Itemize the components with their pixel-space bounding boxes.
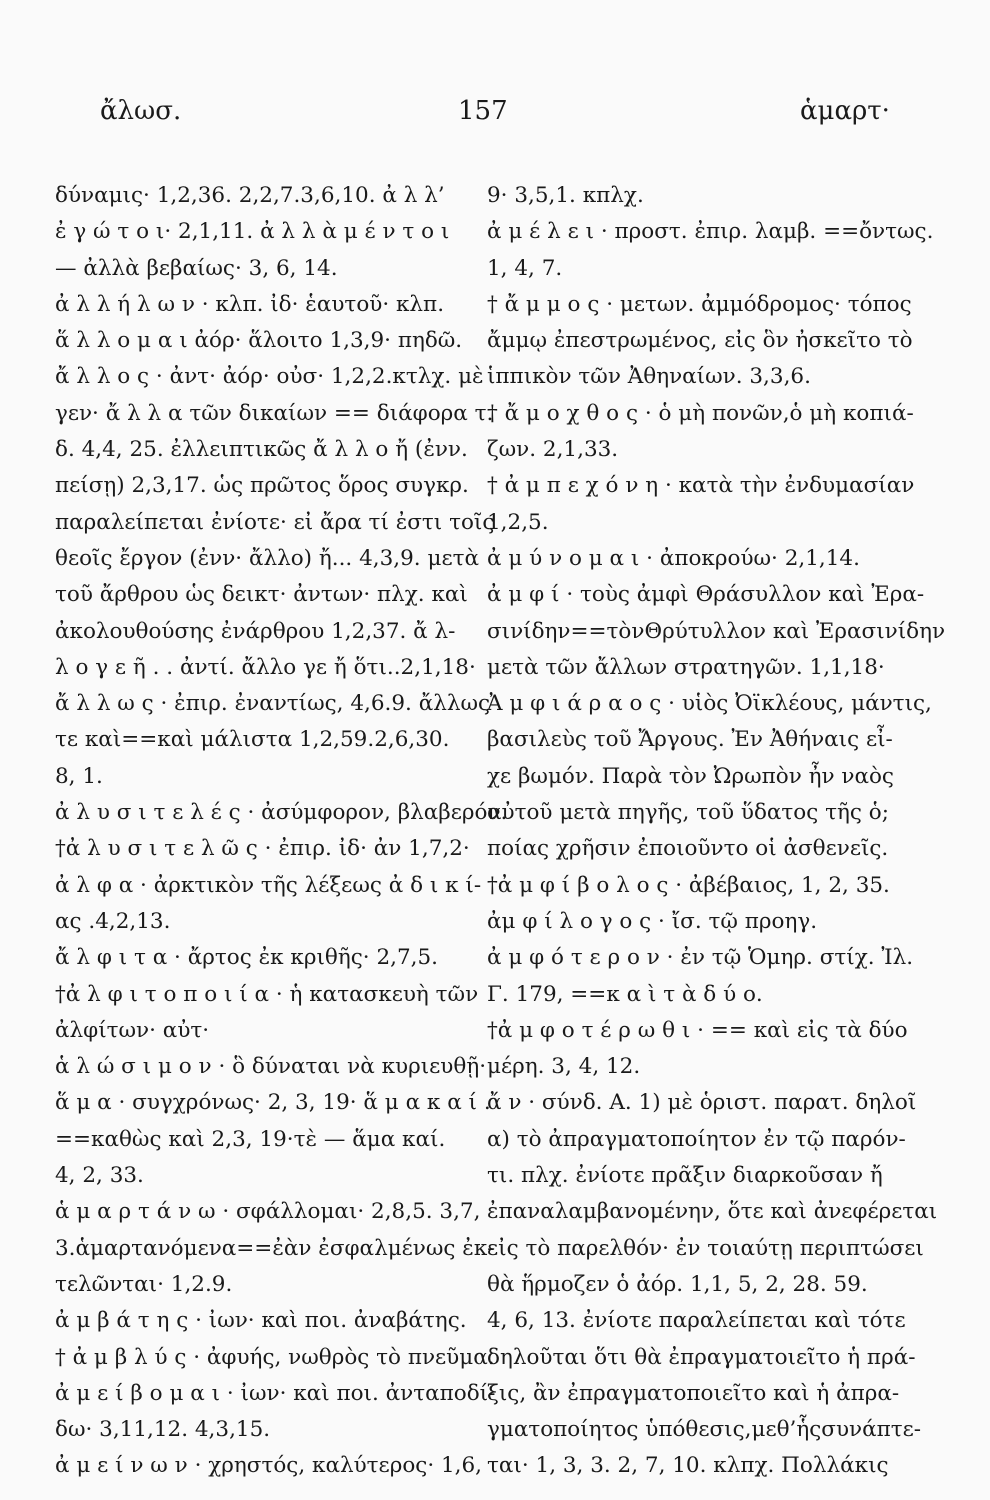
dictionary-line: ἁ λ ώ σ ι μ ο ν · ὃ δύναται νὰ κυριευθῇ· <box>55 1054 487 1080</box>
running-head-right: ἁμαρτ· <box>800 96 890 126</box>
dictionary-line: δω· 3,11,12. 4,3,15. <box>55 1417 271 1443</box>
dictionary-line: †ἀ μ φ ο τ έ ρ ω θ ι · == καὶ εἰς τὰ δύο <box>487 1017 908 1043</box>
dictionary-line: πείσῃ) 2,3,17. ὡς πρῶτος ὅρος συγκρ. <box>55 473 469 499</box>
dictionary-line: ἀ μ ε ί β ο μ α ι · ἰων· καὶ ποι. ἀνταποδί- <box>55 1380 496 1406</box>
dictionary-line: ἅ μ α · συγχρόνως· 2, 3, 19· ἅ μ α κ α ί . <box>55 1090 491 1116</box>
page-number: 157 <box>458 96 508 126</box>
dictionary-line: βασιλεὺς τοῦ Ἄργους. Ἐν Ἀθήναις εἶ- <box>487 727 893 753</box>
dictionary-line: ἄ λ φ ι τ α · ἄρτος ἐκ κριθῆς· 2,7,5. <box>55 945 438 971</box>
dictionary-line: ἐπαναλαμβανομένην, ὅτε καὶ ἀνεφέρεται <box>487 1199 938 1225</box>
dictionary-line: τοῦ ἄρθρου ὡς δεικτ· ἀντων· πλχ. καὶ <box>55 582 468 608</box>
dictionary-line: 4, 6, 13. ἐνίοτε παραλείπεται καὶ τότε <box>487 1308 906 1334</box>
dictionary-line: θὰ ἥρμοζεν ὁ ἀόρ. 1,1, 5, 2, 28. 59. <box>487 1271 868 1297</box>
dictionary-line: 4, 2, 33. <box>55 1163 144 1189</box>
dictionary-line: μέρη. 3, 4, 12. <box>487 1054 641 1080</box>
dictionary-line: † ἀ μ π ε χ ό ν η · κατὰ τὴν ἐνδυμασίαν <box>487 473 915 499</box>
right-column <box>487 178 946 1485</box>
dictionary-line: Ἀ μ φ ι ά ρ α ο ς · υἱὸς Ὀϊκλέους, μάντις, <box>487 691 932 717</box>
dictionary-line: ἀ μ ύ ν ο μ α ι · ἀποκρούω· 2,1,14. <box>487 545 860 571</box>
dictionary-line: ποίας χρῆσιν ἐποιοῦντο οἱ ἀσθενεῖς. <box>487 836 889 862</box>
dictionary-line: α) τὸ ἀπραγματοποίητον ἐν τῷ παρόν- <box>487 1126 906 1152</box>
dictionary-line: ἀ μ έ λ ε ι · προστ. ἐπιρ. λαμβ. ==ὄντως. <box>487 219 934 245</box>
dictionary-line: 3.ἁμαρτανόμενα==ἐὰν ἐσφαλμένως ἐκ- <box>55 1235 495 1261</box>
dictionary-line: 9· 3,5,1. κπλχ. <box>487 183 644 208</box>
dictionary-line: ἀ λ λ ή λ ω ν · κλπ. ἰδ· ἑαυτοῦ· κλπ. <box>55 291 445 317</box>
dictionary-line: ἄ λ λ ο ς · ἀντ· ἀόρ· οὐσ· 1,2,2.κτλχ. μὲ <box>55 364 484 390</box>
dictionary-line: ἀ μ β ά τ η ς · ἰων· καὶ ποι. ἀναβάτης. <box>55 1308 467 1334</box>
dictionary-line: † ἀ μ β λ ύ ς · ἀφυής, νωθρὸς τὸ πνεῦμα. <box>55 1344 495 1370</box>
dictionary-line: †ἀ μ φ ί β ο λ ο ς · ἀβέβαιος, 1, 2, 35. <box>487 872 890 898</box>
dictionary-line: δ. 4,4, 25. ἐλλειπτικῶς ἄ λ λ ο ἤ (ἐνν. <box>55 437 468 463</box>
dictionary-line: λ ο γ ε ῆ . . ἀντί. ἄλλο γε ἤ ὅτι..2,1,18· <box>55 654 476 680</box>
dictionary-line: μετὰ τῶν ἄλλων στρατηγῶν. 1,1,18· <box>487 654 885 680</box>
dictionary-line: ἀ μ φ ό τ ε ρ ο ν · ἐν τῷ Ὁμηρ. στίχ. Ἰλ. <box>487 945 914 971</box>
dictionary-line: ἅ λ λ ο μ α ι ἀόρ· ἅλοιτο 1,3,9· πηδῶ. <box>55 328 463 354</box>
dictionary-line: 1, 4, 7. <box>487 255 563 281</box>
dictionary-line: δύναμις· 1,2,36. 2,2,7.3,6,10. ἀ λ λ’ <box>55 183 445 208</box>
dictionary-line: εἰς τὸ παρελθόν· ἐν τοιαύτῃ περιπτώσει <box>487 1235 924 1261</box>
dictionary-line: τι. πλχ. ἐνίοτε πρᾶξιν διαρκοῦσαν ἤ <box>487 1163 883 1189</box>
dictionary-line: † ἄ μ ο χ θ ο ς · ὁ μὴ πονῶν,ὁ μὴ κοπιά- <box>487 400 914 426</box>
dictionary-line: αὐτοῦ μετὰ πηγῆς, τοῦ ὕδατος τῆς ὁ; <box>487 800 889 826</box>
dictionary-line: ἀ λ υ σ ι τ ε λ έ ς · ἀσύμφορον, βλαβερόν. <box>55 800 508 826</box>
left-column <box>55 178 508 1485</box>
dictionary-line: ται· 1, 3, 3. 2, 7, 10. κλπχ. Πολλάκις <box>487 1453 889 1479</box>
dictionary-line: ἀ μ φ ί · τοὺς ἀμφὶ Θράσυλλον καὶ Ἐρα- <box>487 582 925 608</box>
dictionary-line: ἄ ν · σύνδ. Α. 1) μὲ ὁριστ. παρατ. δηλοῖ <box>487 1090 917 1116</box>
dictionary-line: ἀ μ ε ί ν ω ν · χρηστός, καλύτερος· 1,6, <box>55 1453 483 1479</box>
dictionary-line: †ἀ λ φ ι τ ο π ο ι ί α · ἡ κατασκευὴ τῶν <box>55 981 479 1007</box>
dictionary-line: ἀλφίτων· αὐτ· <box>55 1017 210 1043</box>
dictionary-line: ἁ μ α ρ τ ά ν ω · σφάλλομαι· 2,8,5. 3,7, <box>55 1199 481 1225</box>
dictionary-line: — ἀλλὰ βεβαίως· 3, 6, 14. <box>55 255 338 281</box>
dictionary-line: † ἄ μ μ ο ς · μετων. ἀμμόδρομος· τόπος <box>487 291 912 317</box>
dictionary-line: ζων. 2,1,33. <box>487 437 619 463</box>
dictionary-line: ἄμμῳ ἐπεστρωμένος, εἰς ὃν ἠσκεῖτο τὸ <box>487 328 913 354</box>
dictionary-line: ἄ λ λ ω ς · ἐπιρ. ἐναντίως, 4,6.9. ἄλλως <box>55 691 491 717</box>
dictionary-line: ἀ λ φ α · ἀρκτικὸν τῆς λέξεως ἀ δ ι κ ί- <box>55 872 482 898</box>
dictionary-line: 8, 1. <box>55 763 103 789</box>
dictionary-line: ἀκολουθούσης ἐνάρθρου 1,2,37. ἄ λ- <box>55 618 456 644</box>
dictionary-line: ας .4,2,13. <box>55 908 171 934</box>
dictionary-line: ἐ γ ώ τ ο ι· 2,1,11. ἀ λ λ ὰ μ έ ν τ ο ι <box>55 219 450 245</box>
dictionary-line: ἱππικὸν τῶν Ἀθηναίων. 3,3,6. <box>487 364 811 390</box>
dictionary-line: ξις, ἂν ἐπραγματοποιεῖτο καὶ ἡ ἀπρα- <box>487 1380 900 1406</box>
dictionary-line: Γ. 179, ==κ α ὶ τ ὰ δ ύ ο. <box>487 981 763 1007</box>
running-head-left: ἄλωσ. <box>100 96 182 126</box>
dictionary-line: δηλοῦται ὅτι θὰ ἐπραγματοιεῖτο ἡ πρά- <box>487 1344 916 1370</box>
dictionary-line: 1,2,5. <box>487 509 549 535</box>
dictionary-line: τελῶνται· 1,2.9. <box>55 1271 233 1297</box>
dictionary-line: σινίδην==τὸνΘρύτυλλον καὶ Ἐρασινίδην <box>487 618 946 644</box>
dictionary-line: χε βωμόν. Παρὰ τὸν Ὠρωπὸν ἦν ναὸς <box>487 763 894 789</box>
dictionary-line: τε καὶ==καὶ μάλιστα 1,2,59.2,6,30. <box>55 727 450 753</box>
dictionary-line: θεοῖς ἔργον (ἐνν· ἄλλο) ἤ... 4,3,9. μετὰ <box>55 545 479 571</box>
dictionary-line: γματοποίητος ὑπόθεσις,μεθ’ἧςσυνάπτε- <box>487 1417 922 1443</box>
dictionary-line: παραλείπεται ἐνίοτε· εἰ ἄρα τί ἐστι τοῖς <box>55 509 495 535</box>
dictionary-line: ==καθὼς καὶ 2,3, 19·τὲ — ἅμα καί. <box>55 1126 446 1152</box>
dictionary-line: γεν· ἄ λ λ α τῶν δικαίων == διάφορα τ. <box>55 400 494 426</box>
dictionary-line: ἀμ φ ί λ ο γ ο ς · ἴσ. τῷ προηγ. <box>487 908 818 934</box>
dictionary-line: †ἀ λ υ σ ι τ ε λ ῶ ς · ἐπιρ. ἰδ· ἀν 1,7,2· <box>55 836 470 862</box>
